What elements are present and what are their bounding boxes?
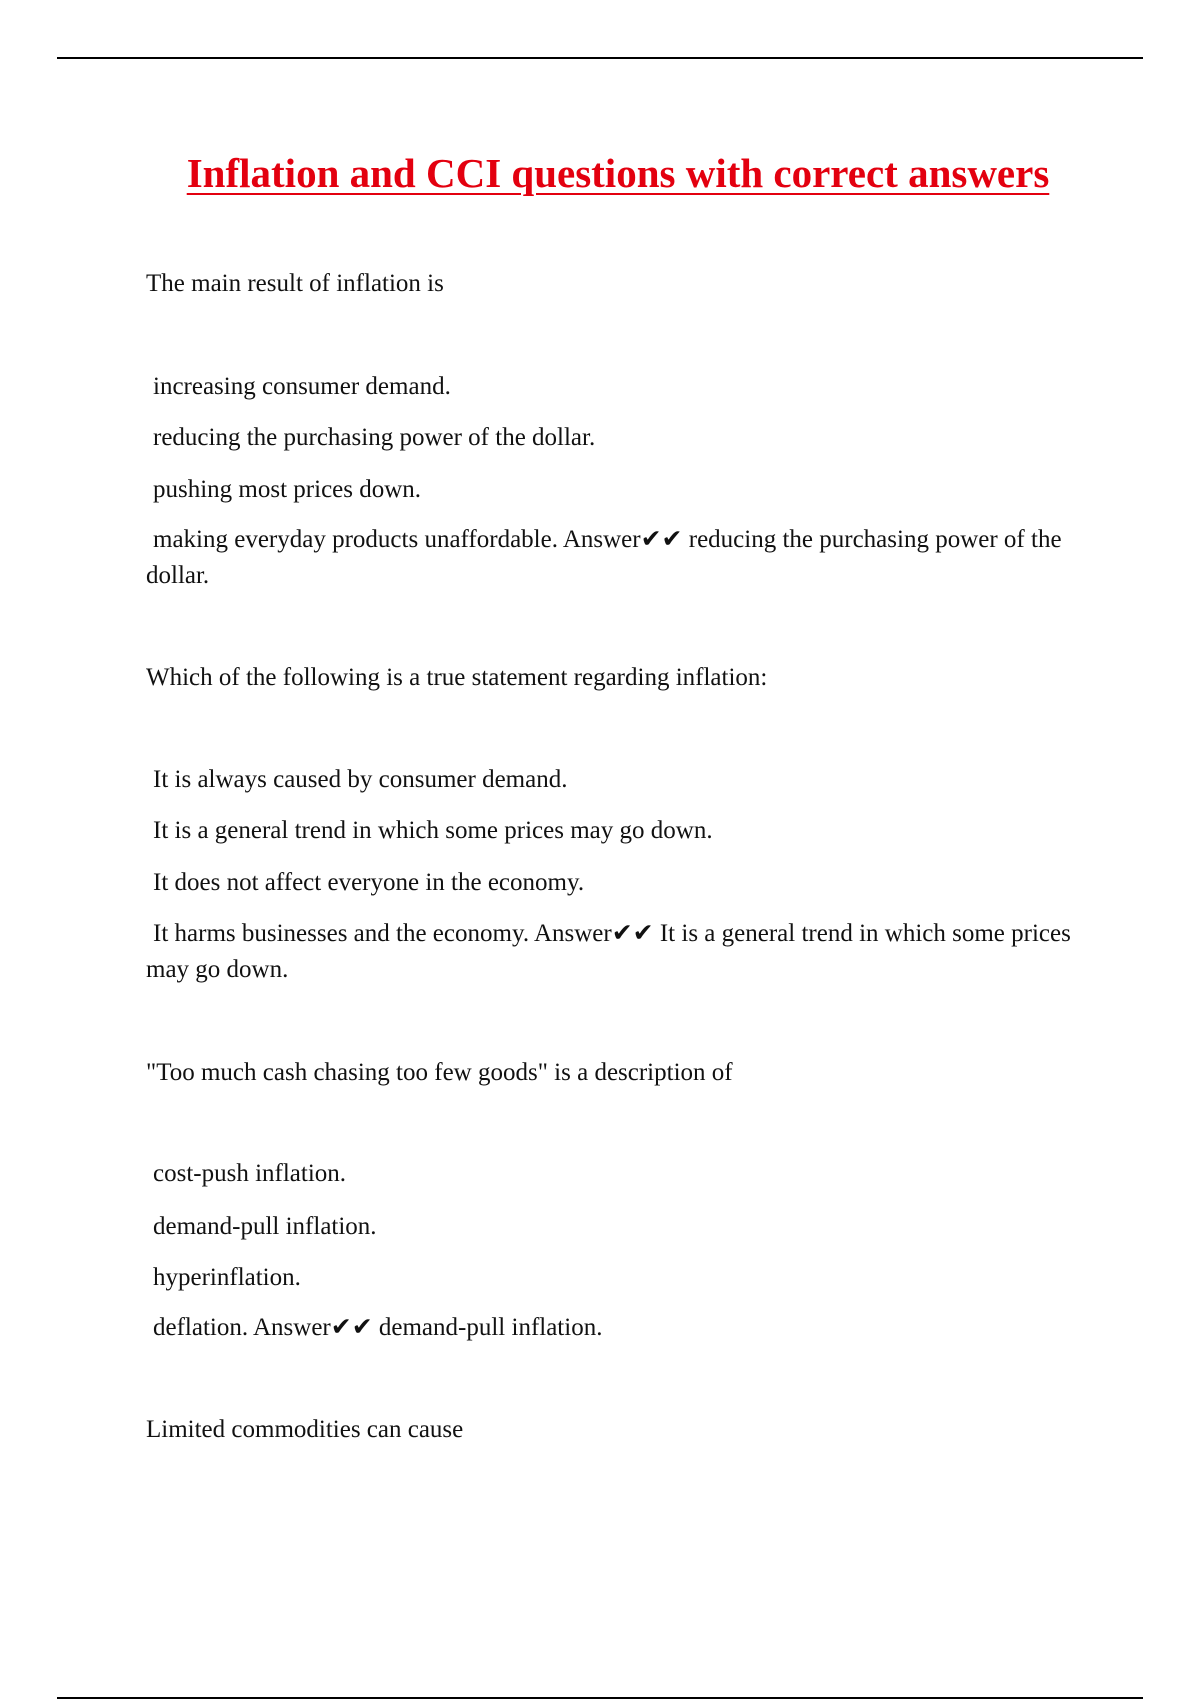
correct-answer: demand-pull inflation. [378, 1314, 603, 1341]
question-3-prompt: "Too much cash chasing too few goods" is a description of [146, 1059, 733, 1086]
question-1-option-2: reducing the purchasing power of the dollar. [153, 424, 596, 451]
question-3-option-2: demand-pull inflation. [153, 1213, 377, 1240]
answer-marker: Answer✔✔ [562, 526, 683, 553]
question-3-option-4-with-answer [153, 1310, 602, 1346]
answer-marker: Answer✔✔ [252, 1314, 373, 1341]
bottom-divider [57, 1697, 1143, 1699]
question-2-option-4-with-answer [146, 916, 1086, 988]
question-3-option-3: hyperinflation. [153, 1264, 301, 1291]
option-text: deflation. [153, 1314, 249, 1341]
question-1-option-1: increasing consumer demand. [153, 373, 451, 400]
question-2-option-1: It is always caused by consumer demand. [153, 766, 568, 793]
answer-marker: Answer✔✔ [533, 920, 654, 947]
correct-answer: reducing the purchasing power of the dollar. [146, 526, 1062, 589]
question-2-prompt: Which of the following is a true statement regarding inflation: [146, 664, 768, 691]
top-divider [57, 57, 1143, 59]
question-2-option-2: It is a general trend in which some prices may go down. [153, 817, 713, 844]
question-4-prompt: Limited commodities can cause [146, 1416, 464, 1443]
question-2-option-3: It does not affect everyone in the economy. [153, 869, 585, 896]
option-text: making everyday products unaffordable. [153, 526, 558, 553]
question-1-option-3: pushing most prices down. [153, 476, 422, 503]
question-1-prompt: The main result of inflation is [146, 270, 444, 297]
option-text: It harms businesses and the economy. [153, 920, 530, 947]
document-title: Inflation and CCI questions with correct answers [186, 150, 1050, 196]
question-3-option-1: cost-push inflation. [153, 1160, 347, 1187]
question-1-option-4-with-answer [146, 522, 1086, 594]
correct-answer: It is a general trend in which some prices may go down. [146, 920, 1071, 983]
